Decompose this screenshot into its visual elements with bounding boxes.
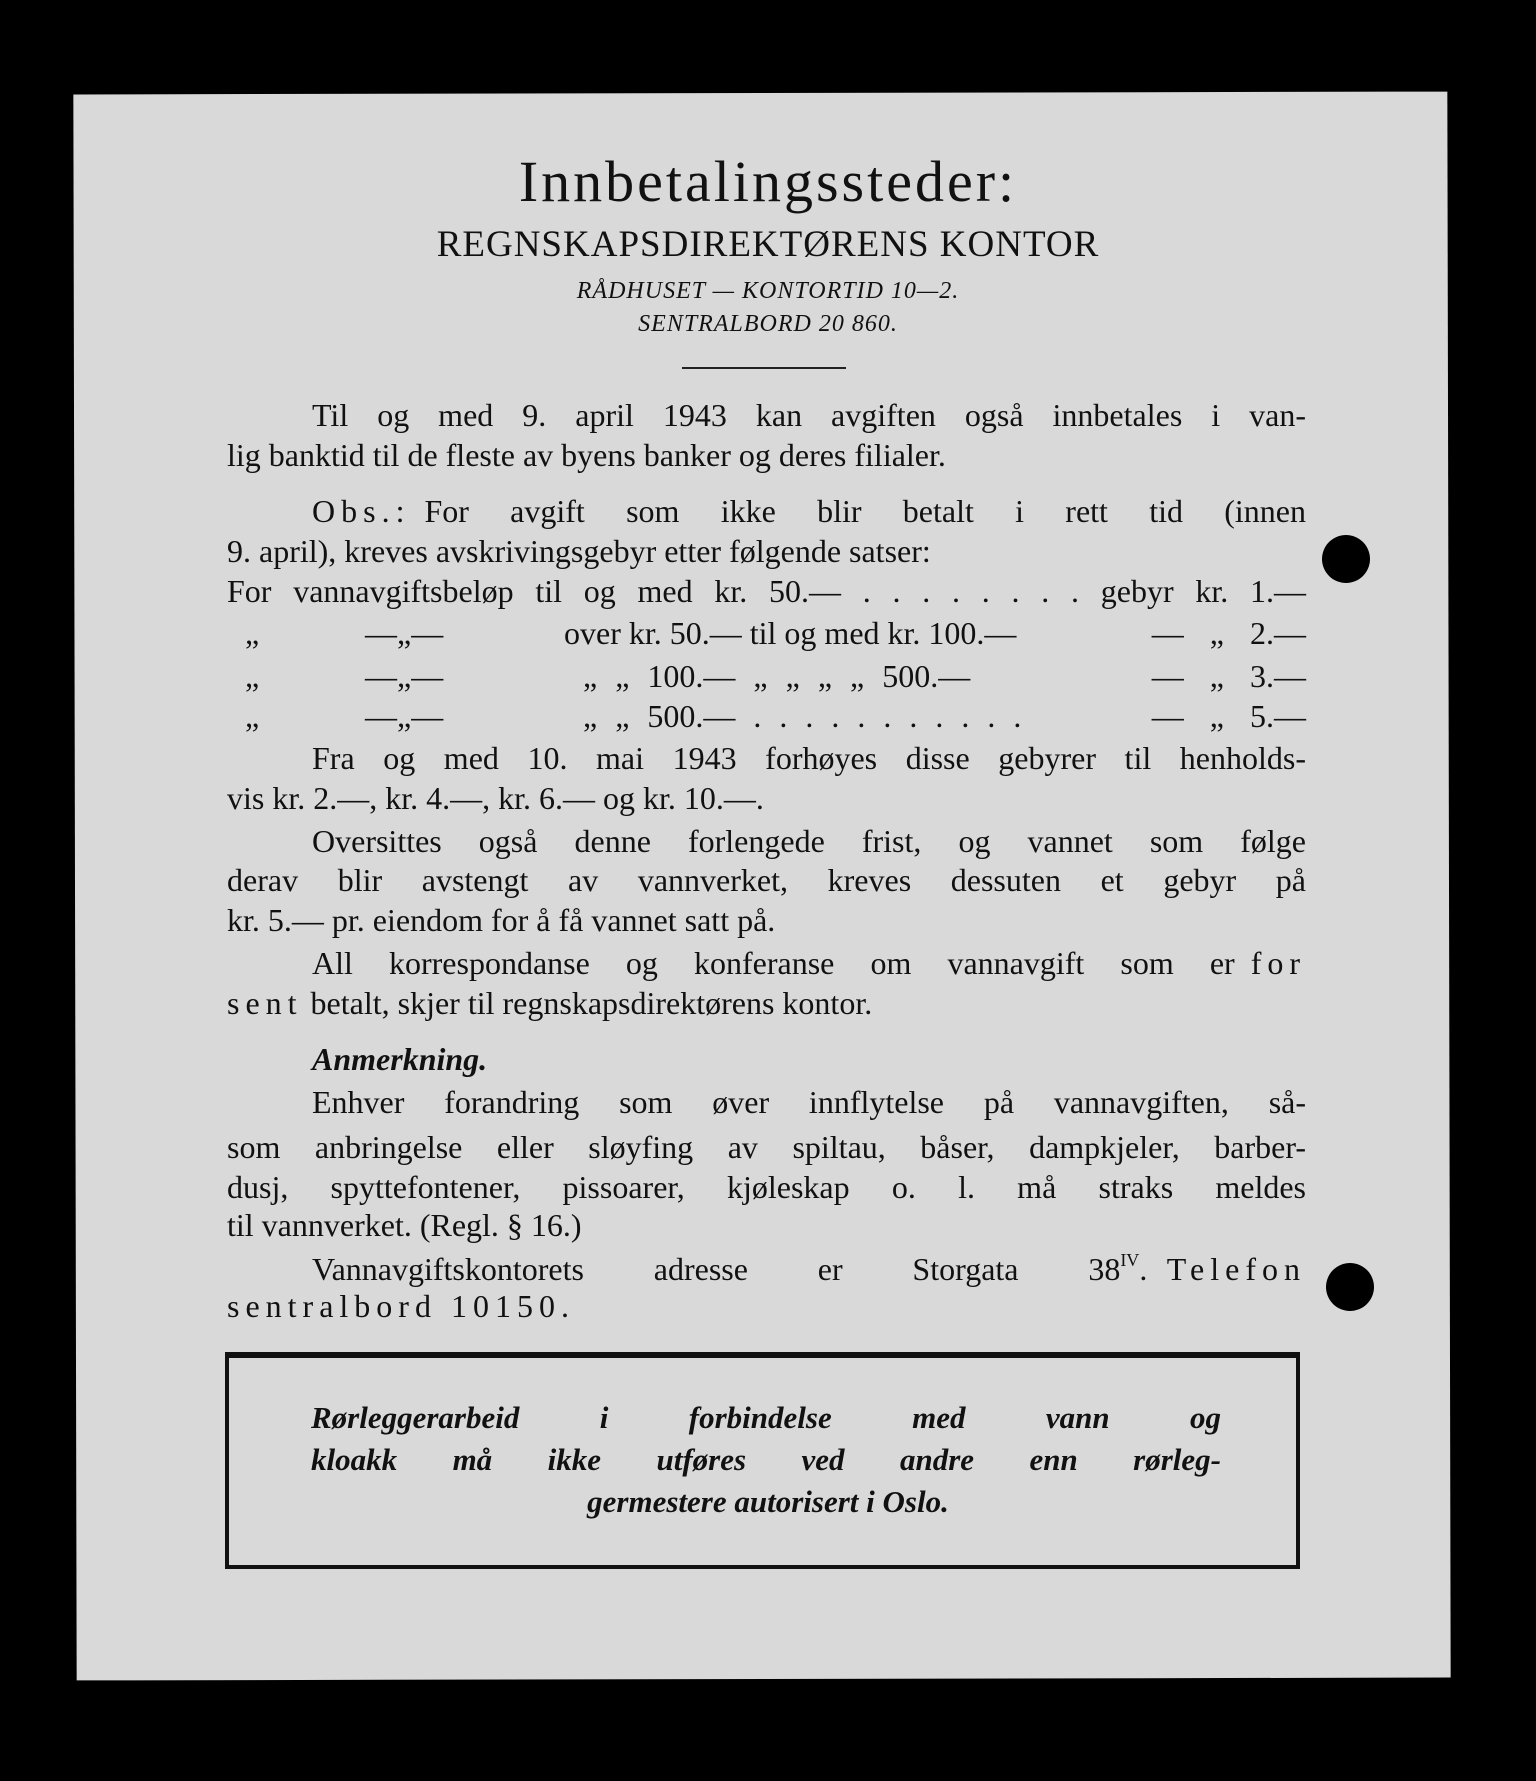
office-name: REGNSKAPSDIREKTØRENS KONTOR	[436, 224, 1100, 265]
paragraph-line: Fra og med 10. mai 1943 forhøyes disse gebyrer til henholds-	[312, 740, 1306, 776]
paragraph-line: For avgift som ikke blir betalt i rett tid (innen	[424, 493, 1306, 529]
fee-row: For vannavgiftsbeløp til og med kr. 50.— . . . . . . . . gebyr kr. 1.—	[227, 573, 1306, 609]
ditto-mark: —„—	[365, 615, 444, 651]
address-text: Vannavgiftskontorets adresse er Storgata 38	[312, 1251, 1121, 1287]
text: betalt, skjer til regnskapsdirektørens kontor.	[310, 985, 873, 1021]
notice-line: germestere autorisert i Oslo.	[587, 1484, 949, 1519]
paragraph-line: derav blir avstengt av vannverket, kreves dessuten et gebyr på	[227, 862, 1306, 898]
fee-amount: — „ 2.—	[1151, 615, 1306, 651]
text: sent	[227, 985, 303, 1021]
paragraph-line	[312, 945, 1306, 981]
paragraph-line: 9. april), kreves avskrivingsgebyr etter følgende satser:	[227, 533, 931, 569]
ditto-mark: —„—	[365, 658, 444, 694]
paragraph-line: lig banktid til de fleste av byens banker og deres filialer.	[227, 437, 946, 473]
page-title: Innbetalingssteder:	[518, 149, 1018, 214]
phone-label: . Telefon	[1139, 1251, 1306, 1287]
obs-line	[312, 493, 1306, 529]
punch-hole	[1326, 1263, 1374, 1311]
obs-label: Obs.:	[312, 493, 411, 529]
paragraph-line: som anbringelse eller sløyfing av spiltau, båser, dampkjeler, barber-	[227, 1129, 1306, 1165]
punch-hole	[1322, 535, 1370, 583]
address-line	[312, 1251, 1306, 1287]
ditto-mark: —„—	[365, 698, 444, 734]
paragraph-line: til vannverket. (Regl. § 16.)	[227, 1207, 582, 1243]
text: All korrespondanse og konferanse om vannavgift som er	[312, 945, 1235, 981]
paragraph-line: Til og med 9. april 1943 kan avgiften også innbetales i van-	[312, 397, 1306, 433]
office-hours: RÅDHUSET — KONTORTID 10—2.	[576, 278, 960, 304]
notice-line: Rørleggerarbeid i forbindelse med vann og	[311, 1400, 1221, 1435]
text: for	[1250, 945, 1306, 981]
ditto-mark: „	[245, 698, 260, 734]
paragraph-line	[227, 985, 1306, 1021]
switchboard-line: sentralbord 10150.	[227, 1288, 575, 1324]
paragraph-line: dusj, spyttefontener, pissoarer, kjøleskap o. l. må straks meldes	[227, 1169, 1306, 1205]
switchboard-number: SENTRALBORD 20 860.	[638, 311, 898, 337]
fee-amount: — „ 3.—	[1151, 658, 1306, 694]
paragraph-line: kr. 5.— pr. eiendom for å få vannet satt på.	[227, 902, 776, 938]
fee-range: „ „ 500.— . . . . . . . . . . .	[583, 698, 1022, 734]
notice-line: kloakk må ikke utføres ved andre enn rørleg-	[311, 1442, 1221, 1477]
paragraph-line: Oversittes også denne forlengede frist, og vannet som følge	[312, 823, 1306, 859]
paragraph-line: vis kr. 2.—, kr. 4.—, kr. 6.— og kr. 10.—.	[227, 780, 764, 816]
divider	[682, 367, 846, 369]
fee-range: over kr. 50.— til og med kr. 100.—	[564, 615, 1017, 651]
fee-range: „ „ 100.— „ „ „ „ 500.—	[583, 658, 971, 694]
floor-number: IV	[1120, 1250, 1140, 1270]
fee-amount: — „ 5.—	[1151, 698, 1306, 734]
paragraph-line: Enhver forandring som øver innflytelse på vannavgiften, så-	[312, 1084, 1306, 1120]
remark-heading: Anmerkning.	[312, 1041, 488, 1077]
ditto-mark: „	[245, 615, 260, 651]
ditto-mark: „	[245, 658, 260, 694]
